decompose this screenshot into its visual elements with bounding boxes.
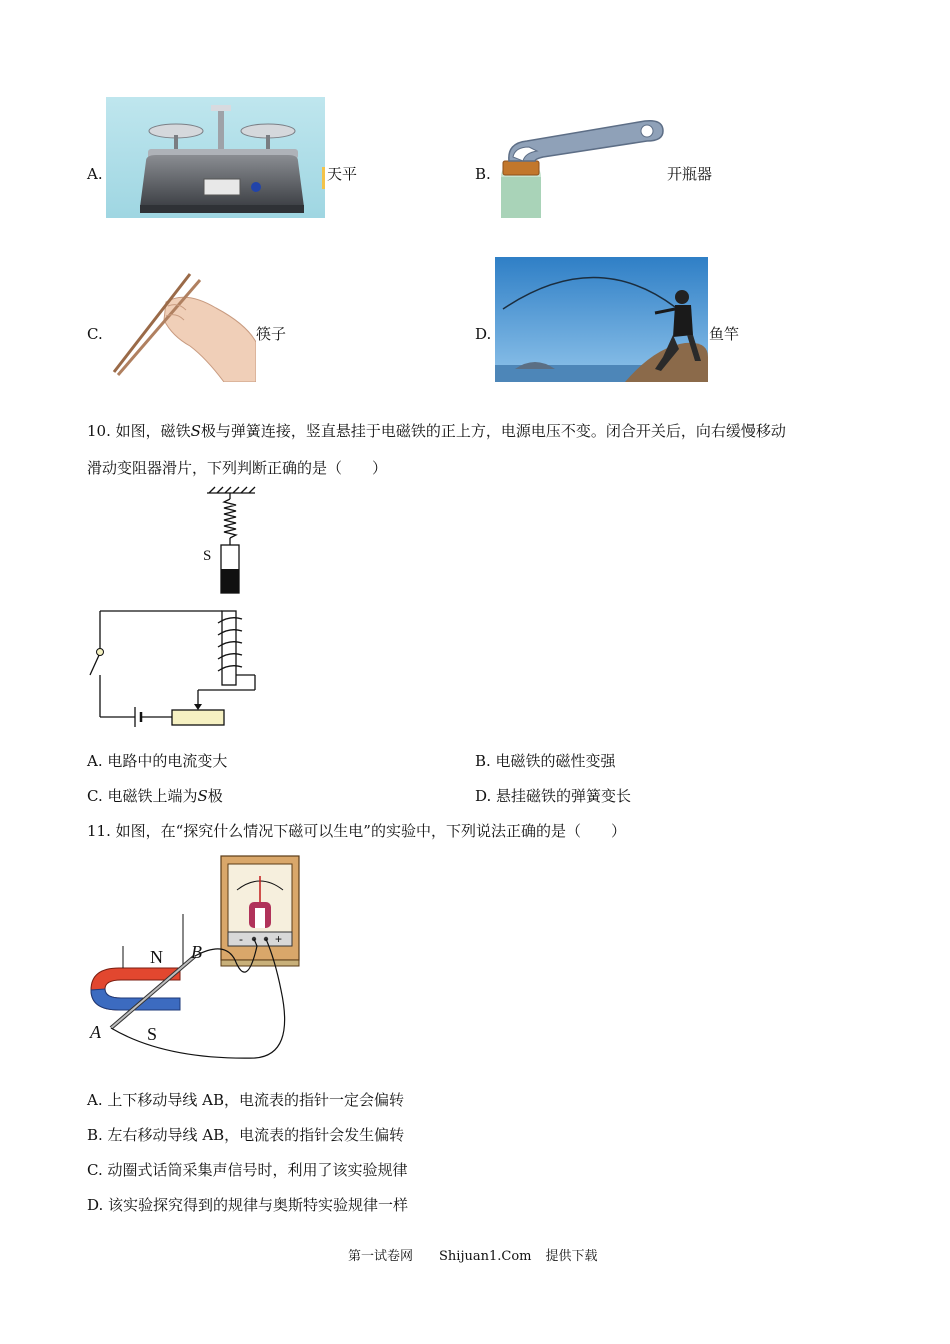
chopsticks-image	[106, 272, 256, 382]
q11-induction-diagram	[85, 850, 310, 1065]
footer-note: 提供下载	[545, 1249, 598, 1264]
magnet-n-label: N	[150, 947, 163, 967]
option-c-label: 筷子	[256, 325, 287, 343]
q10-option-a: A. 电路中的电流变大	[87, 752, 228, 770]
q10-stem-s: S	[190, 422, 201, 440]
q10-option-d: D. 悬挂磁铁的弹簧变长	[475, 787, 632, 805]
option-a-label: 天平	[327, 165, 358, 183]
wire-end-b: B	[191, 942, 202, 962]
q10-option-b: B. 电磁铁的磁性变强	[475, 752, 616, 770]
q11-option-c: C. 动圈式话筒采集声信号时，利用了该实验规律	[87, 1161, 408, 1179]
option-d-letter: D.	[475, 325, 492, 343]
fishing-rod-image	[495, 257, 708, 382]
option-b-label: 开瓶器	[667, 165, 713, 183]
q11-stem: 11. 如图，在“探究什么情况下磁可以生电”的实验中，下列说法正确的是（ ）	[87, 822, 626, 840]
option-b-letter: B.	[475, 165, 491, 183]
option-a-letter: A.	[87, 165, 103, 183]
ceiling-hatch	[209, 487, 255, 493]
magnet-s-label-q11: S	[147, 1024, 158, 1044]
page-footer	[348, 1247, 598, 1267]
magnet-s-label: S	[203, 548, 212, 564]
q10-stem-part2: 极与弹簧连接，竖直悬挂于电磁铁的正上方，电源电压不变。闭合开关后，向右缓慢移动	[200, 422, 786, 440]
q11-option-a: A. 上下移动导线 AB，电流表的指针一定会偏转	[87, 1091, 404, 1109]
q11-option-b: B. 左右移动导线 AB，电流表的指针会发生偏转	[87, 1126, 405, 1144]
ammeter-minus: -	[239, 932, 243, 946]
option-c-letter: C.	[87, 325, 103, 343]
q10-option-c-pre: C. 电磁铁上端为	[87, 787, 198, 805]
q10-option-c	[87, 786, 223, 806]
q10-circuit-diagram	[85, 485, 275, 735]
q10-option-c-s: S	[197, 787, 208, 805]
q11-option-d: D. 该实验探究得到的规律与奥斯特实验规律一样	[87, 1196, 409, 1214]
balance-scale-image	[106, 97, 325, 218]
ammeter-plus: +	[275, 932, 283, 946]
bottle-opener-image	[495, 117, 665, 218]
footer-site: 第一试卷网	[348, 1249, 414, 1264]
option-d-label: 鱼竿	[709, 325, 740, 343]
q10-stem-line1	[87, 421, 786, 441]
q10-stem-part1: 10. 如图，磁铁	[87, 422, 191, 440]
wire-end-a: A	[90, 1022, 101, 1042]
q10-option-c-post: 极	[207, 787, 223, 805]
footer-domain: Shijuan1.Com	[439, 1249, 532, 1264]
q10-stem-line2: 滑动变阻器滑片，下列判断正确的是（ ）	[87, 459, 388, 477]
